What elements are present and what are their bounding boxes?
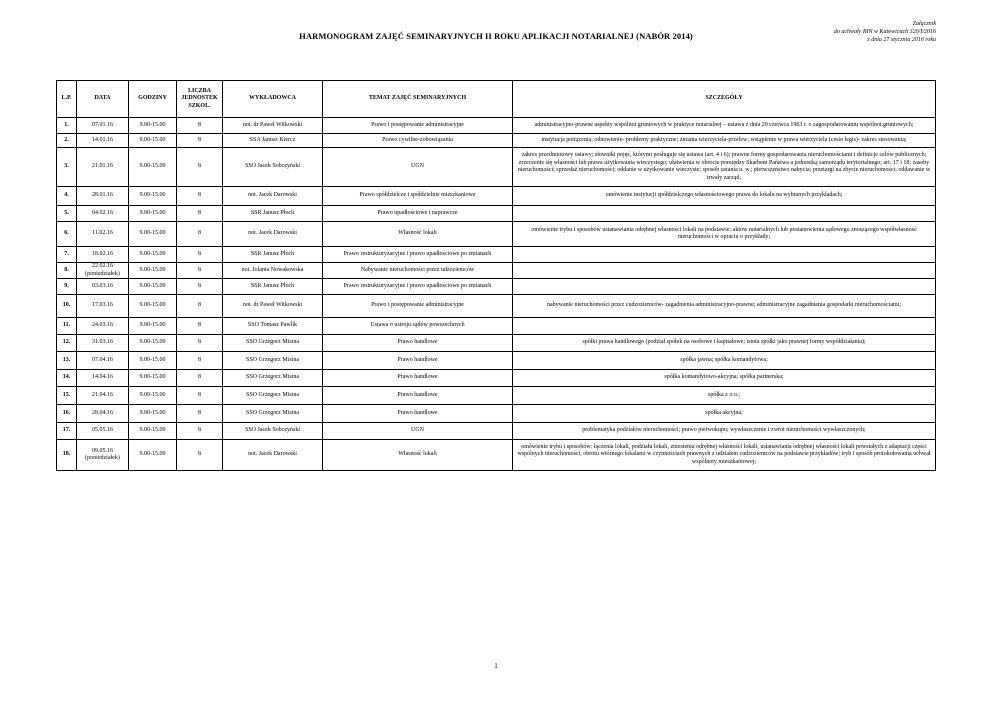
cell-lecturer: SSO Grzegorz Misina: [223, 405, 323, 423]
cell-lecturer: SSO Jacek Sobczyński: [223, 148, 323, 187]
table-row: [57, 187, 936, 206]
cell-lecturer: SSO Grzegorz Misina: [223, 370, 323, 387]
cell-date: 07.01.16: [77, 118, 129, 134]
page-number: 1: [494, 662, 498, 670]
cell-lp: 4.: [57, 187, 77, 206]
cell-lp: 7.: [57, 247, 77, 263]
col-header-szczegoly: SZCZEGÓŁY: [513, 81, 936, 118]
col-header-lp: L.P.: [57, 81, 77, 118]
table-row: [57, 352, 936, 370]
cell-hours: 9.00-15.00: [129, 370, 177, 387]
cell-topic: Nabywanie nieruchomości przez udzoziemców: [323, 263, 513, 279]
cell-lecturer: SSA Janusz Kiercz: [223, 134, 323, 148]
table-row: [57, 247, 936, 263]
cell-lecturer: SSR Janusz Płoch: [223, 206, 323, 222]
cell-topic: Prawo handlowe: [323, 352, 513, 370]
cell-lecturer: SSR Janusz Płoch: [223, 247, 323, 263]
cell-hours: 9.00-15.00: [129, 134, 177, 148]
cell-details: instytucja potrącenia; odnowienie- problemy praktyczne; zmiana wierzyciela-przelew; wstąpienie w prawa wierzyciela (cesio legis)- zakres stosowania;: [513, 134, 936, 148]
cell-hours: 9.00-15.00: [129, 206, 177, 222]
cell-details: [513, 263, 936, 279]
table-row: [57, 134, 936, 148]
cell-hours: 9.00-15.00: [129, 118, 177, 134]
table-row: [57, 335, 936, 352]
cell-lecturer: SSO Jacek Sobczyński: [223, 423, 323, 440]
cell-lecturer: not. Jacek Darowski: [223, 187, 323, 206]
cell-lp: 18.: [57, 440, 77, 471]
cell-details: spółka akcyjna;: [513, 405, 936, 423]
cell-lecturer: SSO Tomasz Pawlik: [223, 318, 323, 335]
cell-units: 8: [177, 387, 223, 405]
table-header-row: [57, 81, 936, 118]
cell-hours: 9.00-15.00: [129, 295, 177, 318]
cell-lecturer: not. Jolanta Nowakowska: [223, 263, 323, 279]
cell-hours: 9.00-15.00: [129, 387, 177, 405]
table-row: [57, 370, 936, 387]
table-row: [57, 405, 936, 423]
table-body: [57, 118, 936, 471]
table-row: [57, 148, 936, 187]
cell-topic: Prawo upadłościowe i naprawcze: [323, 206, 513, 222]
table-row: [57, 222, 936, 247]
col-header-liczba: LICZBA JEDNOSTEK SZKOL.: [177, 81, 223, 118]
cell-date: 03.03.16: [77, 279, 129, 295]
cell-lecturer: SSO Grzegorz Misina: [223, 387, 323, 405]
cell-lp: 13.: [57, 352, 77, 370]
cell-lecturer: not. dr Paweł Witkowski: [223, 295, 323, 318]
cell-units: 8: [177, 148, 223, 187]
cell-units: 8: [177, 187, 223, 206]
annex-line-3: z dnia 27 stycznia 2016 roku: [867, 37, 936, 43]
cell-lp: 11.: [57, 318, 77, 335]
cell-units: 8: [177, 335, 223, 352]
cell-details: [513, 206, 936, 222]
cell-units: 8: [177, 440, 223, 471]
cell-date: 05.05.16: [77, 423, 129, 440]
cell-hours: 9.00-15.00: [129, 352, 177, 370]
cell-date: 11.02.16: [77, 222, 129, 247]
cell-details: spółki prawa handlowego (podział spółek na osobowe i kapitałowe; istota spółki jako prawnej formy współdziałania);: [513, 335, 936, 352]
cell-details: [513, 318, 936, 335]
cell-topic: Prawo handlowe: [323, 405, 513, 423]
table-row: [57, 423, 936, 440]
cell-topic: Prawo restrukturyzacyjne i prawo upadłościowe po zmianach: [323, 279, 513, 295]
col-header-godziny: GODZINY: [129, 81, 177, 118]
table-row: [57, 318, 936, 335]
cell-lecturer: SSO Grzegorz Misina: [223, 335, 323, 352]
cell-details: [513, 247, 936, 263]
cell-lp: 9.: [57, 279, 77, 295]
cell-hours: 9.00-15.00: [129, 222, 177, 247]
cell-details: problematyka podziałów nieruchomości; prawo pierwokupu; wywłaszczenie i zwrot nieruchomości wywłaszczonych;: [513, 423, 936, 440]
cell-date: 14.04.16: [77, 370, 129, 387]
cell-lp: 3.: [57, 148, 77, 187]
cell-details: nabywanie nieruchomości przez cudzoziemców- zagadnienia administracyjno-prawne; administracyjne zagadnienia gospodarki nieruchomościami;: [513, 295, 936, 318]
cell-lp: 2.: [57, 134, 77, 148]
col-header-data: DATA: [77, 81, 129, 118]
cell-topic: Ustawa o ustroju sądów powszechnych: [323, 318, 513, 335]
cell-hours: 9.00-15.00: [129, 187, 177, 206]
cell-lecturer: SSO Grzegorz Misina: [223, 352, 323, 370]
cell-details: administracyjno-prawne aspekty wspólnot gruntowych w praktyce notarialnej – ustawa z dnia 29 czerwca 1963 r. o zagospodarowaniu wspólnot gruntowych;: [513, 118, 936, 134]
cell-units: 8: [177, 118, 223, 134]
cell-hours: 9.00-15.00: [129, 423, 177, 440]
cell-hours: 9.00-15.00: [129, 440, 177, 471]
cell-topic: Własność lokali: [323, 222, 513, 247]
cell-topic: Prawo handlowe: [323, 387, 513, 405]
annex-note: [834, 20, 936, 44]
cell-details: spółka jawna; spółka komandytowa;: [513, 352, 936, 370]
cell-hours: 9.00-15.00: [129, 279, 177, 295]
cell-hours: 9.00-15.00: [129, 318, 177, 335]
cell-lp: 17.: [57, 423, 77, 440]
cell-units: 8: [177, 318, 223, 335]
cell-date: 28.04.16: [77, 405, 129, 423]
cell-date: 09.05.16 (poniedziałek): [77, 440, 129, 471]
cell-date: 14.01.16: [77, 134, 129, 148]
cell-lp: 5.: [57, 206, 77, 222]
cell-units: 8: [177, 263, 223, 279]
cell-units: 8: [177, 279, 223, 295]
schedule-table: [56, 80, 936, 471]
cell-date: 21.01.16: [77, 148, 129, 187]
table-row: [57, 295, 936, 318]
cell-lp: 6.: [57, 222, 77, 247]
cell-details: omówienie trybu i sposobów ustanawiania odrębnej własności lokali na podstawie: aktów notarialnych lub postanowienia sądowego znoszącego współwłasność nieruchomości w opraciu o przykłady;: [513, 222, 936, 247]
cell-hours: 9.00-15.00: [129, 148, 177, 187]
table-row: [57, 118, 936, 134]
cell-date: 31.03.16: [77, 335, 129, 352]
cell-units: 8: [177, 405, 223, 423]
cell-topic: Prawo i postępowanie administracyjne: [323, 118, 513, 134]
cell-date: 18.02.16: [77, 247, 129, 263]
cell-lecturer: not. Jacek Darowski: [223, 222, 323, 247]
cell-date: 28.01.16: [77, 187, 129, 206]
cell-date: 17.03.16: [77, 295, 129, 318]
cell-lecturer: SSR Janusz Płoch: [223, 279, 323, 295]
cell-lp: 1.: [57, 118, 77, 134]
cell-lp: 8.: [57, 263, 77, 279]
cell-date: 24.03.16: [77, 318, 129, 335]
cell-topic: Prawo spółdzielcze i spółdzielnie mieszkaniowe: [323, 187, 513, 206]
cell-topic: Prawo handlowe: [323, 370, 513, 387]
cell-units: 8: [177, 370, 223, 387]
cell-lp: 14.: [57, 370, 77, 387]
page-title: HARMONOGRAM ZAJĘĆ SEMINARYJNYCH II ROKU APLIKACJI NOTARIALNEJ (NABÓR 2014): [299, 31, 693, 41]
cell-date: 22.02.16 (poniedziałek): [77, 263, 129, 279]
cell-units: 8: [177, 222, 223, 247]
cell-units: 8: [177, 352, 223, 370]
cell-topic: UGN: [323, 423, 513, 440]
cell-details: zakres przedmiotowy ustawy; słowniki pojęć, którymi posługuje się ustawa (art. 4 i 6); prawne formy gospodarowania nieruchomościami i definicje celów publicznych; zrzeczenie się własności lub prawa użytkowania wieczystego; ułatwienia w obrocie pomiędzy Skarbem Państwa a jednostką samorządu terytorialnego; art. 17 i 18; zasoby nieruchomości; sprzedaż nieruchomości; oddanie w użytkowanie wieczyste; sposób ustania u. w.; pierwszeństwo nabycia; przetargi na zbycie nieruchomości; oddawanie w trwały zarząd;: [513, 148, 936, 187]
cell-details: omówienie instytucji spółdzielczego własnościowego prawa do lokalu na wybranych przykładach;: [513, 187, 936, 206]
cell-date: 21.04.16: [77, 387, 129, 405]
table-row: [57, 387, 936, 405]
cell-topic: UGN: [323, 148, 513, 187]
cell-date: 07.04.16: [77, 352, 129, 370]
table-row: [57, 263, 936, 279]
col-header-wykladowca: WYKŁADOWCA: [223, 81, 323, 118]
cell-units: 8: [177, 423, 223, 440]
annex-line-1: Załącznik: [912, 21, 936, 27]
cell-lecturer: not. dr Paweł Witkowski: [223, 118, 323, 134]
cell-hours: 9.00-15.00: [129, 335, 177, 352]
cell-details: spółka z o.o.;: [513, 387, 936, 405]
cell-date: 04.02.16: [77, 206, 129, 222]
cell-hours: 9.00-15.00: [129, 263, 177, 279]
table-row: [57, 206, 936, 222]
cell-topic: Prawo i postępowanie administracyjne: [323, 295, 513, 318]
cell-hours: 9.00-15.00: [129, 405, 177, 423]
cell-lecturer: not. Jacek Darowski: [223, 440, 323, 471]
cell-units: 8: [177, 206, 223, 222]
cell-topic: Prawo handlowe: [323, 335, 513, 352]
cell-hours: 9.00-15.00: [129, 247, 177, 263]
table-row: [57, 440, 936, 471]
cell-details: spółka komandytowo-akcyjna; spółka partnerska;: [513, 370, 936, 387]
cell-lp: 16.: [57, 405, 77, 423]
cell-lp: 10.: [57, 295, 77, 318]
cell-units: 8: [177, 295, 223, 318]
cell-units: 8: [177, 134, 223, 148]
table-row: [57, 279, 936, 295]
cell-topic: Prawo cywilne-zobowiązania: [323, 134, 513, 148]
cell-lp: 12.: [57, 335, 77, 352]
cell-details: omówienie trybu i sposobów: łączenia lokali, podziału lokali, zniesienia odrębnej własności lokali, ustanawiania odrębnej własności lokali powstałych z adaptacji części wspólnych nieruchomości, obrotu wtórnego lokalami w czynnościach prawnych z udziałem cudzoziemców na podstawie przykładów; tryb i sposób protokołowania uchwał wspólnoty mieszkaniowej;: [513, 440, 936, 471]
cell-units: 8: [177, 247, 223, 263]
cell-lp: 15.: [57, 387, 77, 405]
cell-topic: Prawo restrukturyzacyjne i prawo upadłościowe po zmianach: [323, 247, 513, 263]
annex-line-2: do uchwały RIN w Katowicach 320/I/2016: [833, 29, 936, 35]
col-header-temat: TEMAT ZAJĘĆ SEMINARYJNYCH: [323, 81, 513, 118]
cell-details: [513, 279, 936, 295]
cell-topic: Własność lokali: [323, 440, 513, 471]
